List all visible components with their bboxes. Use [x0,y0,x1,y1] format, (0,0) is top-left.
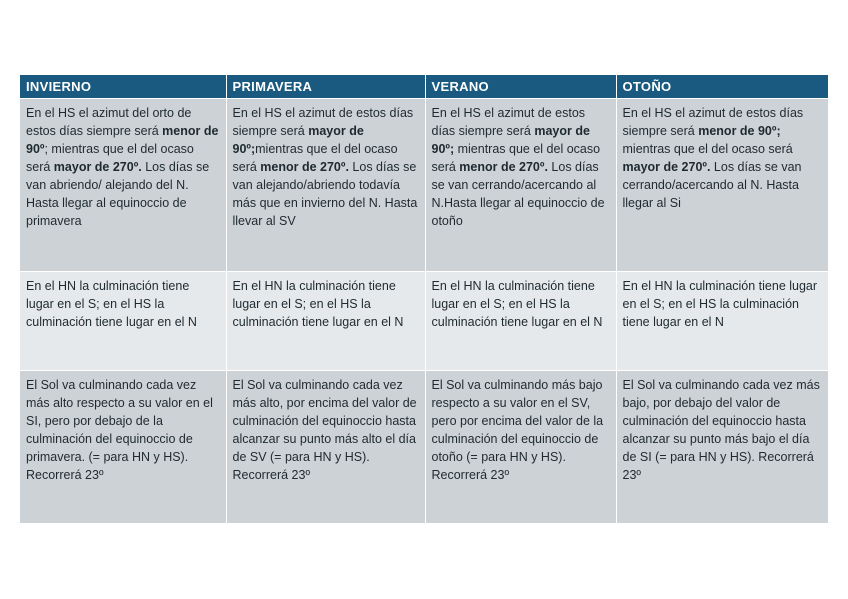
header-row [20,75,828,99]
header-invierno: INVIERNO [20,75,226,99]
cell-text: En el HS el azimut de estos días siempre será [622,106,804,138]
table-cell [616,99,828,272]
bold-text: menor de 270º. [260,160,349,174]
bold-text: menor de 90º [26,124,219,156]
table-row-altura-sol [20,371,828,524]
cell-text: mientras que el del ocaso será [232,142,398,174]
bold-text: mayor de 270º. [622,160,711,174]
cell-text: ; mientras que el del ocaso será [26,142,194,174]
cell-text: Los días se van alejando/abriendo todavía más que en invierno del N. Hasta llevar al SV [232,160,418,228]
cell-text: Los días se van cerrando/acercando al N. Hasta llegar al Si [622,160,802,210]
table-cell [616,272,828,371]
table-cell [226,272,425,371]
header-primavera: PRIMAVERA [226,75,425,99]
bold-text: mayor de 270º. [53,160,142,174]
cell-text: En el HN la culminación tiene lugar en el S; en el HS la culminación tiene lugar en el N [232,279,404,329]
table-cell [425,371,616,524]
table-cell [226,371,425,524]
table-cell [20,99,226,272]
cell-text: El Sol va culminando más bajo respecto a su valor en el SV, pero por encima del valor de la culminación del equinoccio de otoño (= para HN y HS). Recorrerá 23º [431,378,604,482]
bold-text: mayor de 90º; [232,124,364,156]
cell-text: En el HN la culminación tiene lugar en el S; en el HS la culminación tiene lugar en el N [26,279,197,329]
cell-text: El Sol va culminando cada vez más alto, por encima del valor de culminación del equinoccio hasta alcanzar su punto más alto el día de SV (= para HN y HS). Recorrerá 23º [232,378,417,482]
cell-text: Los días se van abriendo/ alejando del N. Hasta llegar al equinoccio de primavera [26,160,210,228]
cell-text: El Sol va culminando cada vez más bajo, por debajo del valor de culminación del equinoccio hasta alcanzar su punto más bajo el día de SI (= para HN y HS). Recorrerá 23º [622,378,820,482]
bold-text: menor de 90º; [698,124,781,138]
header-verano: VERANO [425,75,616,99]
table-row-azimut [20,99,828,272]
cell-text: En el HS el azimut del orto de estos días siempre será [26,106,192,138]
header-otono: OTOÑO [616,75,828,99]
table-cell [20,371,226,524]
table-cell [226,99,425,272]
table-cell [425,272,616,371]
table-row-culminacion [20,272,828,371]
cell-text: El Sol va culminando cada vez más alto respecto a su valor en el SI, pero por debajo de la culminación del equinoccio de primavera. (= para HN y HS). Recorrerá 23º [26,378,213,482]
cell-text: En el HN la culminación tiene lugar en el S; en el HS la culminación tiene lugar en el N [431,279,603,329]
table-cell [20,272,226,371]
bold-text: mayor de 90º; [431,124,590,156]
cell-text: mientras que el del ocaso será [622,142,793,156]
table-cell [616,371,828,524]
bold-text: menor de 270º. [459,160,548,174]
seasons-table [20,75,828,524]
cell-text: mientras que el del ocaso será [431,142,601,174]
cell-text: En el HN la culminación tiene lugar en el S; en el HS la culminación tiene lugar en el N [622,279,818,329]
cell-text: En el HS el azimut de estos días siempre será [232,106,414,138]
table-cell [425,99,616,272]
cell-text: Los días se van cerrando/acercando al N.Hasta llegar al equinoccio de otoño [431,160,605,228]
cell-text: En el HS el azimut de estos días siempre será [431,106,586,138]
